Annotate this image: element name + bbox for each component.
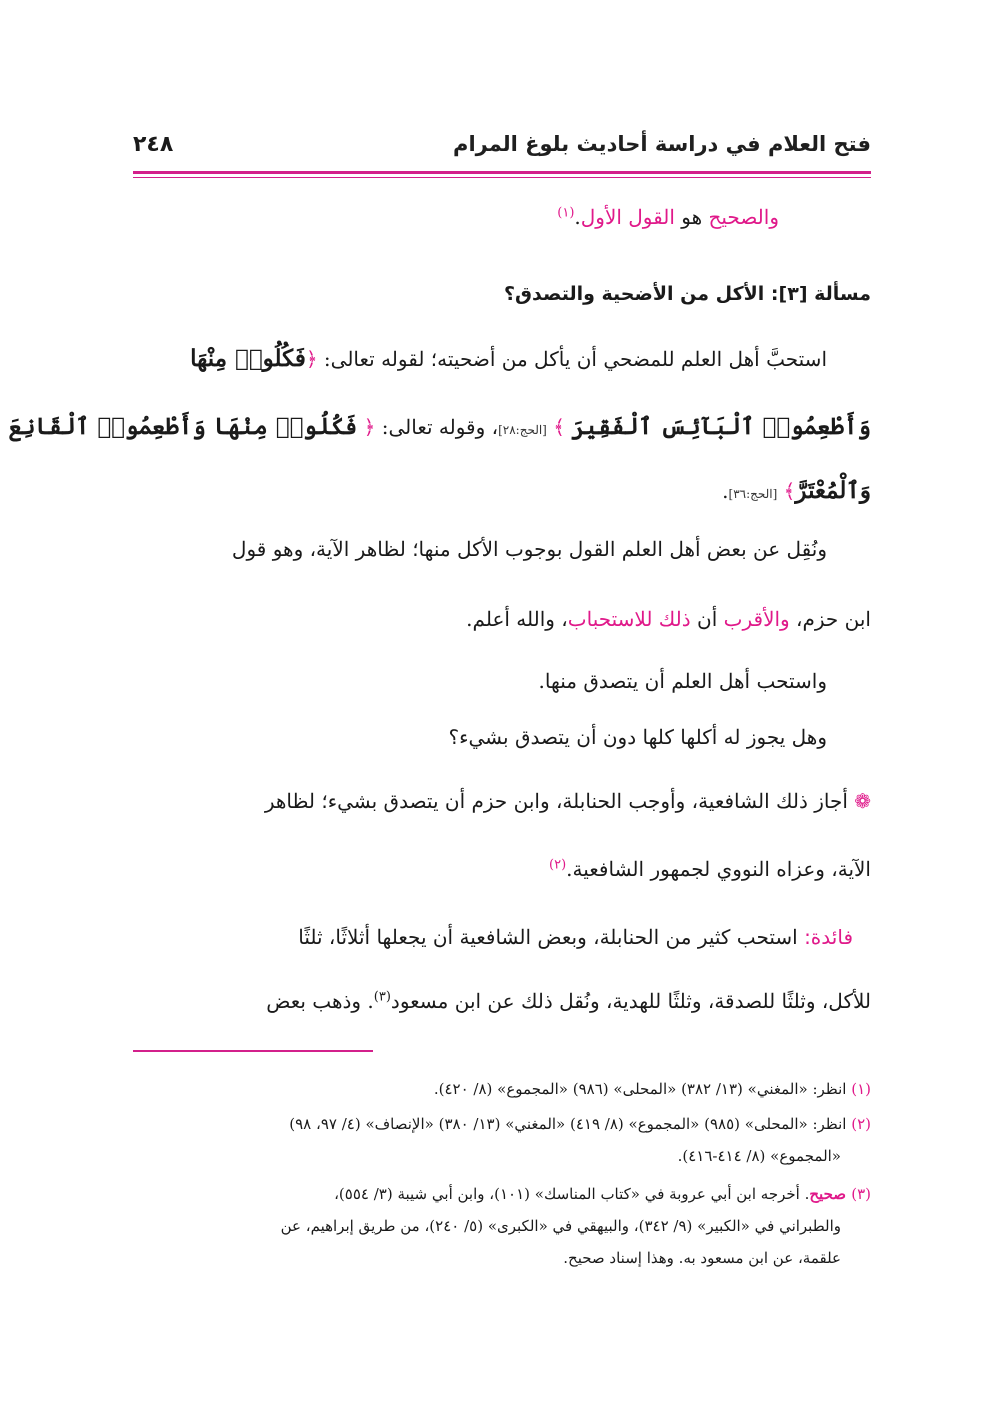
footnote-3 xyxy=(133,1182,871,1207)
highlight-text: والأقرب xyxy=(723,607,790,631)
highlight-text: القول الأول xyxy=(580,205,675,229)
text: هو xyxy=(674,205,709,229)
text: . xyxy=(574,205,581,229)
footnote-3-cont1 xyxy=(133,1214,871,1239)
book-title: فتح العلام في دراسة أحاديث بلوغ المرام xyxy=(453,132,871,156)
page-number: ٢٤٨ xyxy=(133,132,174,157)
text: . وذهب بعض xyxy=(266,989,374,1013)
footnote-ref: (٢) xyxy=(549,857,567,873)
footnote-text: علقمة، عن ابن مسعود به. وهذا إسناد صحيح. xyxy=(563,1249,841,1267)
footnote-text: «المجموع» (٨/ ٤١٤-٤١٦). xyxy=(677,1147,841,1165)
footnote-1 xyxy=(133,1077,871,1102)
grading-label: صحيح xyxy=(809,1185,852,1203)
footnote-2-cont xyxy=(133,1144,871,1169)
text: الآية، وعزاه النووي لجمهور الشافعية. xyxy=(566,857,871,881)
quran-bracket: ﴾ xyxy=(783,479,796,503)
verse-reference: [الحج:٢٨] xyxy=(498,423,547,437)
quran-verse: وَأَطْعِمُوا۟ ٱلْبَآئِسَ ٱلْفَقِيرَ xyxy=(571,413,871,440)
verse-reference: [الحج:٣٦] xyxy=(728,487,778,501)
flower-bullet-icon: ❁ xyxy=(854,789,871,813)
footnote-number: (٢) xyxy=(851,1115,871,1133)
question-title: الأكل من الأضحية والتصدق؟ xyxy=(504,283,771,305)
footnote-ref: (١) xyxy=(557,205,575,221)
text: أن xyxy=(690,607,724,631)
text: ، والله أعلم. xyxy=(466,607,568,631)
quran-bracket: ﴾ xyxy=(553,415,565,439)
note-label: فائدة: xyxy=(804,925,853,949)
text: واستحب أهل العلم أن يتصدق منها. xyxy=(538,669,827,693)
footnote-number: (١) xyxy=(851,1080,871,1098)
footnote-text: والطبراني في «الكبير» (٩/ ٣٤٢)، والبيهقي في «الكبرى» (٥/ ٢٤٠)، من طريق إبراهيم، عن xyxy=(280,1217,841,1235)
quran-verse: وَٱلْمُعْتَرَّ xyxy=(795,477,871,504)
quran-bracket: ﴿ xyxy=(305,347,318,371)
quran-bracket: ﴿ xyxy=(363,415,376,439)
footnote-text: انظر: «المحلى» (٩٨٥) «المجموع» (٨/ ٤١٩) «المغني» (١٣/ ٣٨٠) «الإنصاف» (٤/ ٩٧، ٩٨) xyxy=(289,1115,852,1133)
text: ابن حزم، xyxy=(789,607,871,631)
question-label: مسألة [٣]: xyxy=(770,283,871,305)
text: أجاز ذلك الشافعية، وأوجب الحنابلة، وابن حزم أن يتصدق بشيء؛ لظاهر xyxy=(264,789,855,813)
quran-verse: فَكُلُوا۟ مِنْهَا xyxy=(190,345,306,372)
footnote-ref: (٣) xyxy=(373,989,391,1005)
highlight-text: ذلك للاستحباب xyxy=(567,607,691,631)
footnote-text: انظر: «المغني» (١٣/ ٣٨٢) «المحلى» (٩٨٦) «المجموع» (٨/ ٤٢٠). xyxy=(433,1080,852,1098)
text: . xyxy=(722,479,729,503)
footnote-text: . أخرجه ابن أبي عروبة في «كتاب المناسك» (١٠١)، وابن أبي شيبة (٣/ ٥٥٤)، xyxy=(334,1185,810,1203)
footnote-number: (٣) xyxy=(851,1185,871,1203)
footnotes xyxy=(133,0,871,1300)
text: استحبَّ أهل العلم للمضحي أن يأكل من أضحيته؛ لقوله تعالى: xyxy=(317,347,827,371)
text: وهل يجوز له أكلها كلها دون أن يتصدق بشيء؟ xyxy=(448,725,827,749)
text: ونُقِل عن بعض أهل العلم القول بوجوب الأكل منها؛ لظاهر الآية، وهو قول xyxy=(231,537,827,561)
highlight-text: والصحيح xyxy=(708,205,779,229)
text: استحب كثير من الحنابلة، وبعض الشافعية أن يجعلها أثلاثًا، ثلثًا xyxy=(298,925,805,949)
footnote-3-cont2 xyxy=(133,1246,871,1271)
quran-verse: فَكُلُوا۟ مِنْهَا وَأَطْعِمُوا۟ ٱلْقَانِعَ xyxy=(8,413,358,440)
footnote-2 xyxy=(133,1112,871,1137)
text: ، وقوله تعالى: xyxy=(375,415,499,439)
text: للأكل، وثلثًا للصدقة، وثلثًا للهدية، ونُقل ذلك عن ابن مسعود xyxy=(390,989,871,1013)
